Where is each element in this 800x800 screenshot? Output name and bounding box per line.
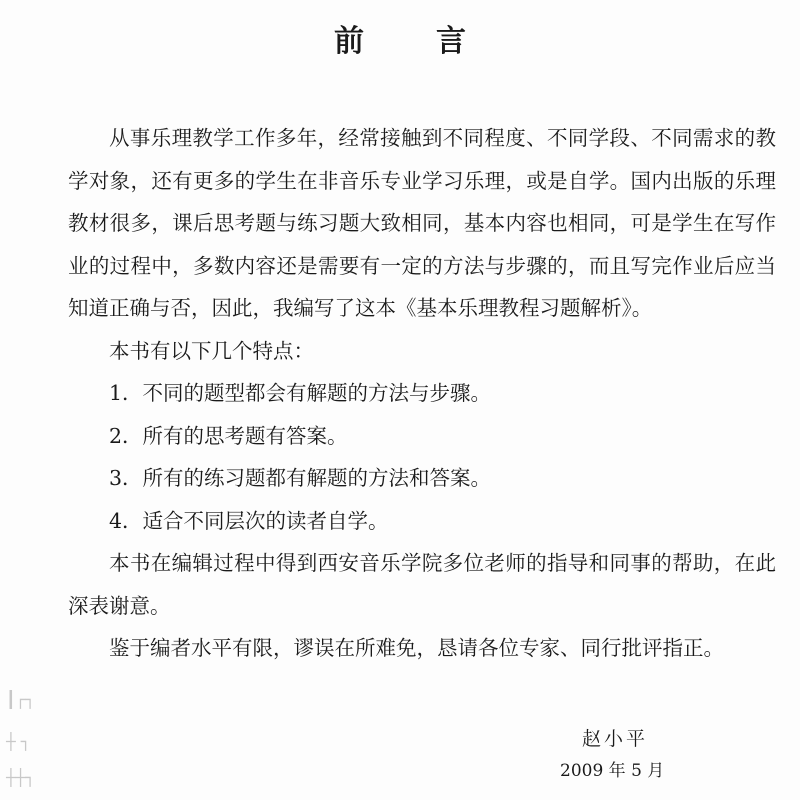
bleed-through-mark: ┃┌┐ xyxy=(6,690,35,709)
feature-item-4: 4．适合不同层次的读者自学。 xyxy=(109,508,389,533)
features-intro-paragraph: 本书有以下几个特点： xyxy=(109,338,314,363)
disclaimer-paragraph: 鉴于编者水平有限，谬误在所难免，恳请各位专家、同行批评指正。 xyxy=(109,636,724,660)
intro-paragraph: 从事乐理教学工作多年，经常接触到不同程度、不同学段、不同需求的教学对象，还有更多的学生在非音乐专业学习乐理，或是自学。国内出版的乐理教材很多，课后思考题与练习题大致相同，基本内容也相同，可是学生在写作业的过程中，多数内容还是需要有一定的方法与步骤的，而且写完作业后应当知道正确与否，因此，我编写了这本《基本乐理教程习题解析》。 xyxy=(68,126,776,320)
page-title: 前言 xyxy=(334,24,538,59)
author-signature: 赵小平 xyxy=(582,728,649,750)
acknowledgement-paragraph: 本书在编辑过程中得到西安音乐学院多位老师的指导和同事的帮助，在此深表谢意。 xyxy=(68,551,776,618)
bleed-through-mark: ┼ ┐ xyxy=(6,732,31,751)
feature-item-1: 1．不同的题型都会有解题的方法与步骤。 xyxy=(109,381,492,405)
preface-body xyxy=(68,117,776,670)
bleed-through-mark: ┼┼┐ xyxy=(6,768,35,787)
signature-date: 2009 年 5 月 xyxy=(560,761,665,781)
feature-item-2: 2．所有的思考题有答案。 xyxy=(109,423,348,448)
feature-item-3: 3．所有的练习题都有解题的方法和答案。 xyxy=(109,466,492,490)
